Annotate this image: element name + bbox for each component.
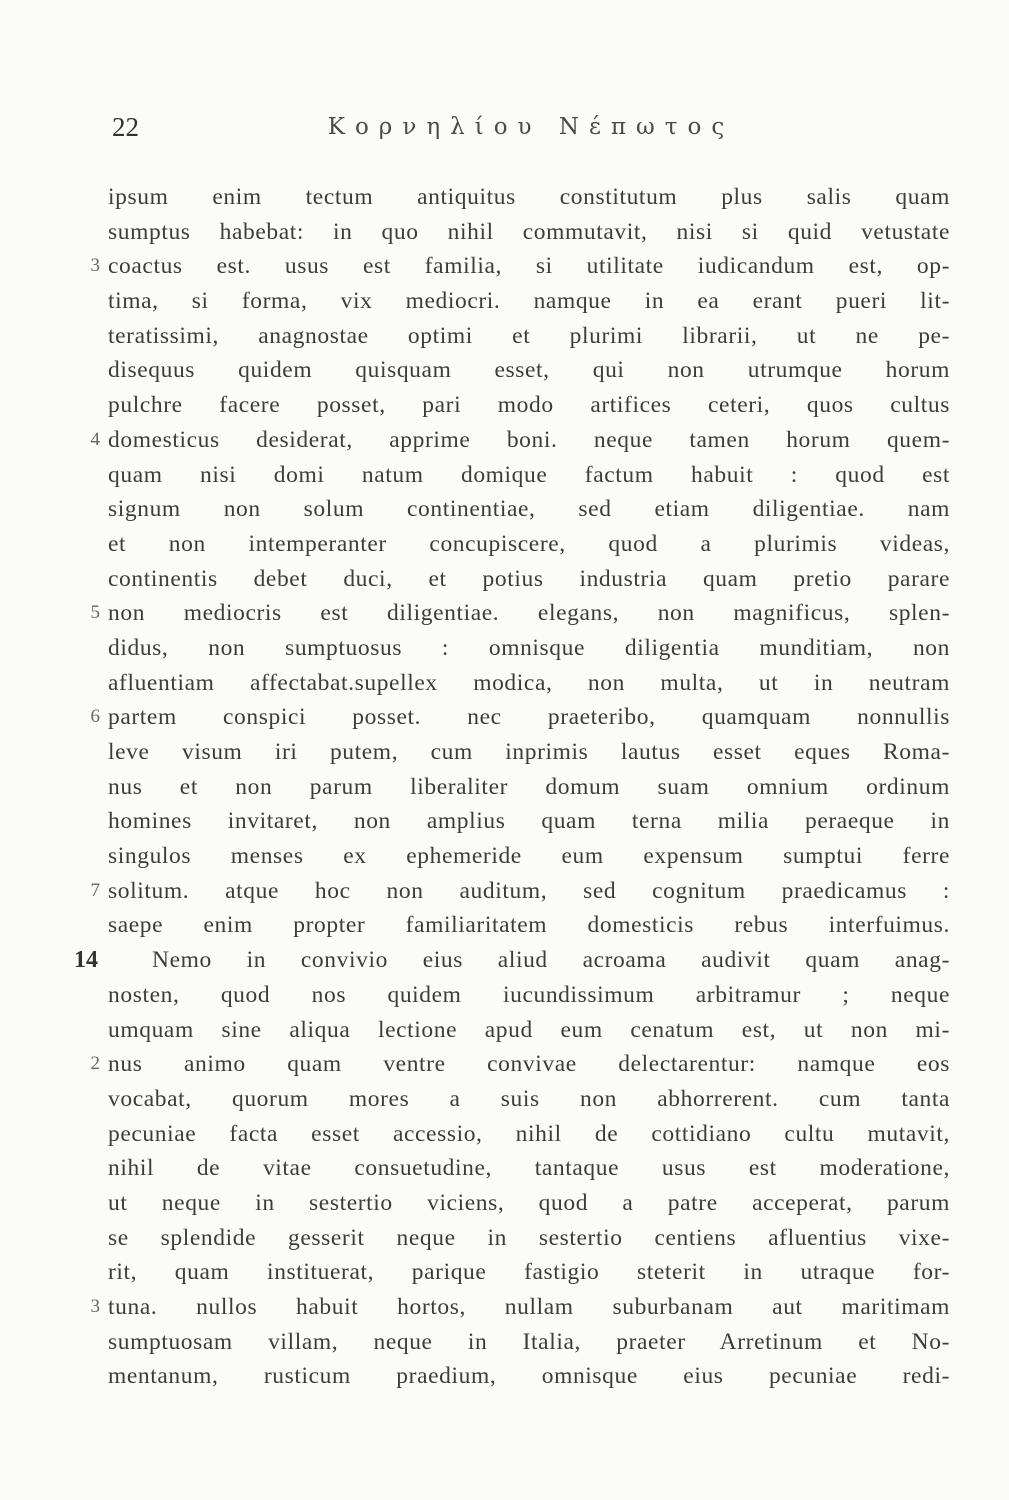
- text-line: [0, 839, 1009, 874]
- section-number: 2: [90, 1053, 100, 1075]
- text-line: [0, 631, 1009, 666]
- line-text: didus, non sumptuosus : omnisque diligentia munditiam, non: [108, 634, 950, 661]
- text-line: [0, 1359, 1009, 1394]
- text-line: [0, 284, 1009, 319]
- text-line: [0, 1255, 1009, 1290]
- section-number: 7: [90, 879, 100, 901]
- line-text: nus animo quam ventre convivae delectarentur: namque eos: [108, 1051, 950, 1078]
- text-line: [0, 1221, 1009, 1256]
- page-number: 22: [112, 112, 139, 142]
- line-text: saepe enim propter familiaritatem domesticis rebus interfuimus.: [108, 912, 950, 939]
- line-text: disequus quidem quisquam esset, qui non utrumque horum: [108, 357, 950, 384]
- line-text: se splendide gesserit neque in sestertio centiens afluentius vixe-: [108, 1224, 950, 1251]
- text-line: [0, 1290, 1009, 1325]
- section-number: 3: [90, 255, 100, 277]
- line-text: non mediocris est diligentiae. elegans, non magnificus, splen-: [108, 600, 950, 627]
- text-line: [0, 1325, 1009, 1360]
- line-text: afluentiam affectabat.supellex modica, non multa, ut in neutram: [108, 669, 950, 696]
- line-text: nihil de vitae consuetudine, tantaque usus est moderatione,: [108, 1155, 950, 1182]
- text-line: [0, 562, 1009, 597]
- text-line: [0, 666, 1009, 701]
- line-text: partem conspici posset. nec praeteribo, quamquam nonnullis: [108, 704, 950, 731]
- page-header: [112, 112, 950, 152]
- line-text: nosten, quod nos quidem iucundissimum arbitramur ; neque: [108, 981, 950, 1008]
- section-number: 6: [90, 706, 100, 728]
- line-text: signum non solum continentiae, sed etiam diligentiae. nam: [108, 496, 950, 523]
- text-line: [0, 1186, 1009, 1221]
- line-text: Nemo in convivio eius aliud acroama audivit quam anag-: [152, 947, 950, 974]
- line-text: homines invitaret, non amplius quam terna milia peraeque in: [108, 808, 950, 835]
- line-text: sumptuosam villam, neque in Italia, praeter Arretinum et No-: [108, 1328, 950, 1355]
- body-text: [0, 180, 1009, 1394]
- running-title: Κορνηλίου Νέπωτος: [327, 114, 735, 140]
- line-text: leve visum iri putem, cum inprimis lautus esset eques Roma-: [108, 739, 950, 765]
- text-line: [0, 978, 1009, 1013]
- text-line: [0, 319, 1009, 354]
- text-line: [0, 423, 1009, 458]
- text-line: [0, 770, 1009, 805]
- section-number: 3: [90, 1296, 100, 1317]
- text-line: [0, 874, 1009, 909]
- text-line: [0, 943, 1009, 978]
- line-text: quam nisi domi natum domique factum habuit : quod est: [108, 461, 950, 488]
- text-line: [0, 458, 1009, 493]
- line-text: teratissimi, anagnostae optimi et plurimi librarii, ut ne pe-: [108, 322, 950, 349]
- chapter-number: 14: [74, 947, 98, 974]
- text-line: [0, 1082, 1009, 1117]
- line-text: et non intemperanter concupiscere, quod a plurimis videas,: [108, 530, 950, 557]
- text-line: [0, 492, 1009, 527]
- line-text: solitum. atque hoc non auditum, sed cognitum praedicamus :: [108, 877, 950, 904]
- line-text: pulchre facere posset, pari modo artifices ceteri, quos cultus: [108, 392, 950, 419]
- line-text: domesticus desiderat, apprime boni. neque tamen horum quem-: [108, 426, 950, 453]
- section-number: 5: [90, 602, 100, 624]
- line-text: tima, si forma, vix mediocri. namque in ea erant pueri lit-: [108, 288, 950, 315]
- text-line: [0, 1013, 1009, 1048]
- text-line: [0, 388, 1009, 423]
- line-text: coactus est. usus est familia, si utilitate iudicandum est, op-: [108, 253, 950, 280]
- text-line: [0, 596, 1009, 631]
- section-number: 4: [90, 428, 100, 450]
- line-text: rit, quam instituerat, parique fastigio steterit in utraque for-: [108, 1259, 950, 1286]
- line-text: continentis debet duci, et potius industria quam pretio parare: [108, 565, 950, 592]
- line-text: singulos menses ex ephemeride eum expensum sumptui ferre: [108, 843, 950, 870]
- text-line: [0, 215, 1009, 250]
- line-text: ipsum enim tectum antiquitus constitutum plus salis quam: [108, 184, 950, 210]
- line-text: sumptus habebat: in quo nihil commutavit, nisi si quid vetustate: [108, 218, 950, 245]
- text-line: [0, 1151, 1009, 1186]
- line-text: vocabat, quorum mores a suis non abhorrerent. cum tanta: [108, 1085, 950, 1112]
- text-line: [0, 1047, 1009, 1082]
- text-line: [0, 700, 1009, 735]
- text-line: [0, 908, 1009, 943]
- line-text: pecuniae facta esset accessio, nihil de cottidiano cultu mutavit,: [108, 1120, 950, 1147]
- line-text: ut neque in sestertio viciens, quod a patre acceperat, parum: [108, 1189, 950, 1216]
- line-text: tuna. nullos habuit hortos, nullam suburbanam aut maritimam: [108, 1294, 950, 1320]
- text-line: [0, 180, 1009, 215]
- line-text: nus et non parum liberaliter domum suam omnium ordinum: [108, 773, 950, 800]
- text-line: [0, 804, 1009, 839]
- text-line: [0, 249, 1009, 284]
- line-text: umquam sine aliqua lectione apud eum cenatum est, ut non mi-: [108, 1016, 950, 1043]
- text-line: [0, 735, 1009, 770]
- line-text: mentanum, rusticum praedium, omnisque eius pecuniae redi-: [108, 1363, 950, 1390]
- text-line: [0, 1117, 1009, 1152]
- text-line: [0, 527, 1009, 562]
- text-line: [0, 353, 1009, 388]
